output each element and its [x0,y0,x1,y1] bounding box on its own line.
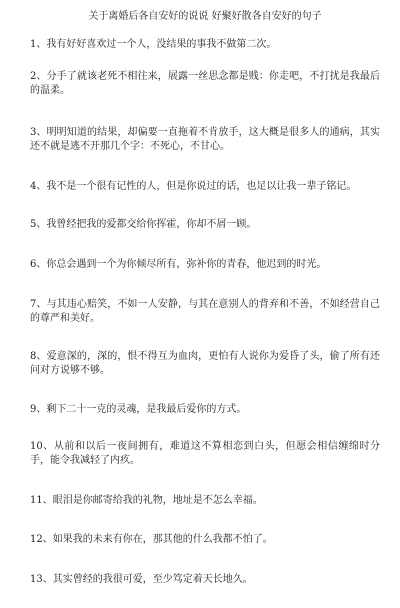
item-text: 与其违心赔笑，不如一人安静，与其在意别人的背弃和不善，不如经营自己的尊严和美好。 [30,299,380,324]
list-item [30,180,380,194]
item-text: 我有好好喜欢过一个人，没结果的事我不做第二次。 [46,39,277,50]
item-number: 8、 [30,351,47,362]
item-number: 9、 [30,404,47,415]
item-number: 5、 [30,219,47,230]
item-text: 其实曾经的我很可爱，至少笃定着天长地久。 [52,574,253,585]
item-number: 4、 [30,181,47,192]
list-item [30,126,380,154]
list-item [30,494,380,508]
item-number: 2、 [30,71,47,82]
item-number: 11、 [30,495,53,506]
item-text: 你总会遇到一个为你倾尽所有，弥补你的青春，他迟到的时光。 [46,259,327,270]
item-number: 1、 [30,39,47,50]
item-text: 剩下二十一克的灵魂，是我最后爱你的方式。 [46,404,247,415]
item-text: 爱意深的，深的，恨不得互为血肉，更怕有人说你为爱昏了头，偷了所有还问对方说够不够。 [30,351,380,376]
item-number: 3、 [30,127,47,138]
item-number: 13、 [30,574,53,585]
item-text: 我不是一个很有记性的人，但是你说过的话，也足以让我一辈子铭记。 [46,181,357,192]
item-text: 如果我的未来有你在，那其他的什么我都不怕了。 [52,534,273,545]
item-number: 6、 [30,259,47,270]
item-number: 7、 [30,299,47,310]
list-item [30,218,380,232]
page-title: 关于离婚后各自安好的说说 好聚好散各自安好的句子 [88,11,322,22]
list-item [30,38,380,52]
item-text: 明明知道的结果，却偏要一直拖着不肯放手，这大概是很多人的通病，其实还不就是逃不开那几个字：不死心，不甘心。 [30,127,380,152]
list-item [30,70,380,98]
list-item [30,403,380,417]
list-item [30,258,380,272]
list-item [30,350,380,378]
item-text: 分手了就该老死不相往来，展露一丝思念都是贱：你走吧，不打扰是我最后的温柔。 [30,71,380,96]
list-item [30,440,380,468]
item-text: 我曾经把我的爱都交给你挥霍，你却不屑一顾。 [46,219,257,230]
item-number: 12、 [30,534,53,545]
list-item [30,298,380,326]
item-text: 从前和以后一夜间拥有，难道这不算相恋到白头，但愿会相信缠绵时分手，能令我减轻了内疚。 [30,441,380,466]
item-text: 眼泪是你邮寄给我的礼物，地址是不怎么幸福。 [52,495,263,506]
list-item [30,573,380,587]
item-number: 10、 [30,441,54,452]
list-item [30,533,380,547]
